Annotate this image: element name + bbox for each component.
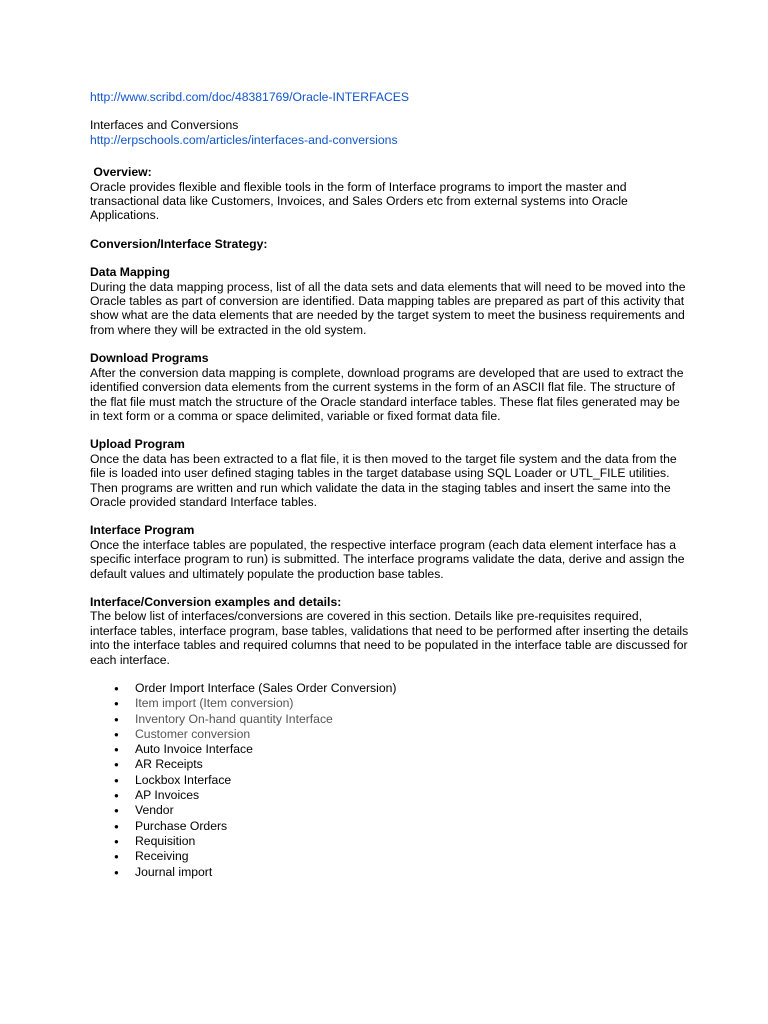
interface-list: [90, 681, 690, 880]
strategy-heading: Conversion/Interface Strategy:: [90, 236, 268, 251]
overview-body: Oracle provides flexible and flexible tools in the form of Interface programs to import the master and transactional data like Customers, Invoices, and Sales Orders etc from external systems into Oracle Applications.: [90, 179, 628, 223]
data-mapping-body: During the data mapping process, list of all the data sets and data elements that will need to be moved into the Oracle tables as part of conversion are identified. Data mapping tables are prepared as part of this activity that show what are the data elements that are needed by the target system to meet the business requirements and from where they will be extracted in the old system.: [90, 279, 686, 337]
list-item: ● Journal import: [114, 864, 213, 879]
examples-body: The below list of interfaces/conversions are covered in this section. Details like pre-requisites required, interface tables, interface program, base tables, validations that need to be performed after inserting the details into the interface tables and required columns that need to be populated in the interface table are discussed for each interface.: [90, 609, 689, 667]
section-title: Interfaces and Conversions: [90, 118, 239, 133]
upload-program-body: Once the data has been extracted to a flat file, it is then moved to the target file system and the data from the file is loaded into user defined staging tables in the target database using SQL Loader or UTL_FILE utilities. Then programs are written and run which validate the data in the staging tables and insert the same into the Oracle provided standard Interface tables.: [90, 451, 677, 509]
bullet-icon: ●: [114, 699, 119, 709]
interface-program-heading: Interface Program: [90, 523, 195, 538]
bullet-icon: ●: [114, 714, 119, 724]
examples-heading: Interface/Conversion examples and details:: [90, 594, 342, 609]
list-item: ● Lockbox Interface: [114, 772, 232, 787]
list-item: ● Vendor: [114, 803, 174, 818]
list-item: ● AP Invoices: [114, 788, 200, 803]
list-item: ● Inventory On-hand quantity Interface: [114, 711, 333, 726]
overview-heading: Overview:: [90, 165, 152, 180]
list-item: ● Requisition: [114, 833, 196, 848]
bullet-icon: ●: [114, 821, 119, 831]
bullet-icon: ●: [114, 852, 119, 862]
bullet-icon: ●: [114, 745, 119, 755]
download-programs-body: After the conversion data mapping is complete, download programs are developed that are used to extract the identified conversion data elements from the current systems in the form of an ASCII flat file. The structure of the flat file must match the structure of the Oracle standard interface tables. These flat files generated may be in text form or a comma or space delimited, variable or fixed format data file.: [90, 365, 684, 423]
bullet-icon: ●: [114, 775, 119, 785]
list-item: ● Purchase Orders: [114, 818, 228, 833]
list-item: ● Item import (Item conversion): [114, 696, 294, 711]
bullet-icon: ●: [114, 684, 119, 693]
bullet-icon: ●: [114, 760, 119, 770]
bullet-icon: ●: [114, 729, 119, 739]
bullet-icon: ●: [114, 791, 119, 801]
erpschools-link[interactable]: http://erpschools.com/articles/interfaces-and-conversions: [90, 132, 398, 147]
scribd-link[interactable]: http://www.scribd.com/doc/48381769/Oracle-INTERFACES: [90, 90, 410, 104]
download-programs-heading: Download Programs: [90, 351, 209, 366]
list-item: ● Customer conversion: [114, 726, 251, 741]
data-mapping-heading: Data Mapping: [90, 265, 170, 280]
bullet-icon: ●: [114, 806, 119, 816]
list-item: ● Receiving: [114, 849, 189, 864]
bullet-icon: ●: [114, 836, 119, 846]
interface-program-body: Once the interface tables are populated, the respective interface program (each data element interface has a specific interface program to run) is submitted. The interface programs validate the data, derive and assign the default values and ultimately populate the production base tables.: [90, 537, 685, 581]
bullet-icon: ●: [114, 867, 119, 877]
document-page: [90, 90, 690, 880]
list-item: ● AR Receipts: [114, 757, 203, 772]
list-item: ● Auto Invoice Interface: [114, 742, 253, 757]
upload-program-heading: Upload Program: [90, 437, 185, 452]
list-item: ● Order Import Interface (Sales Order Conversion): [114, 681, 397, 695]
